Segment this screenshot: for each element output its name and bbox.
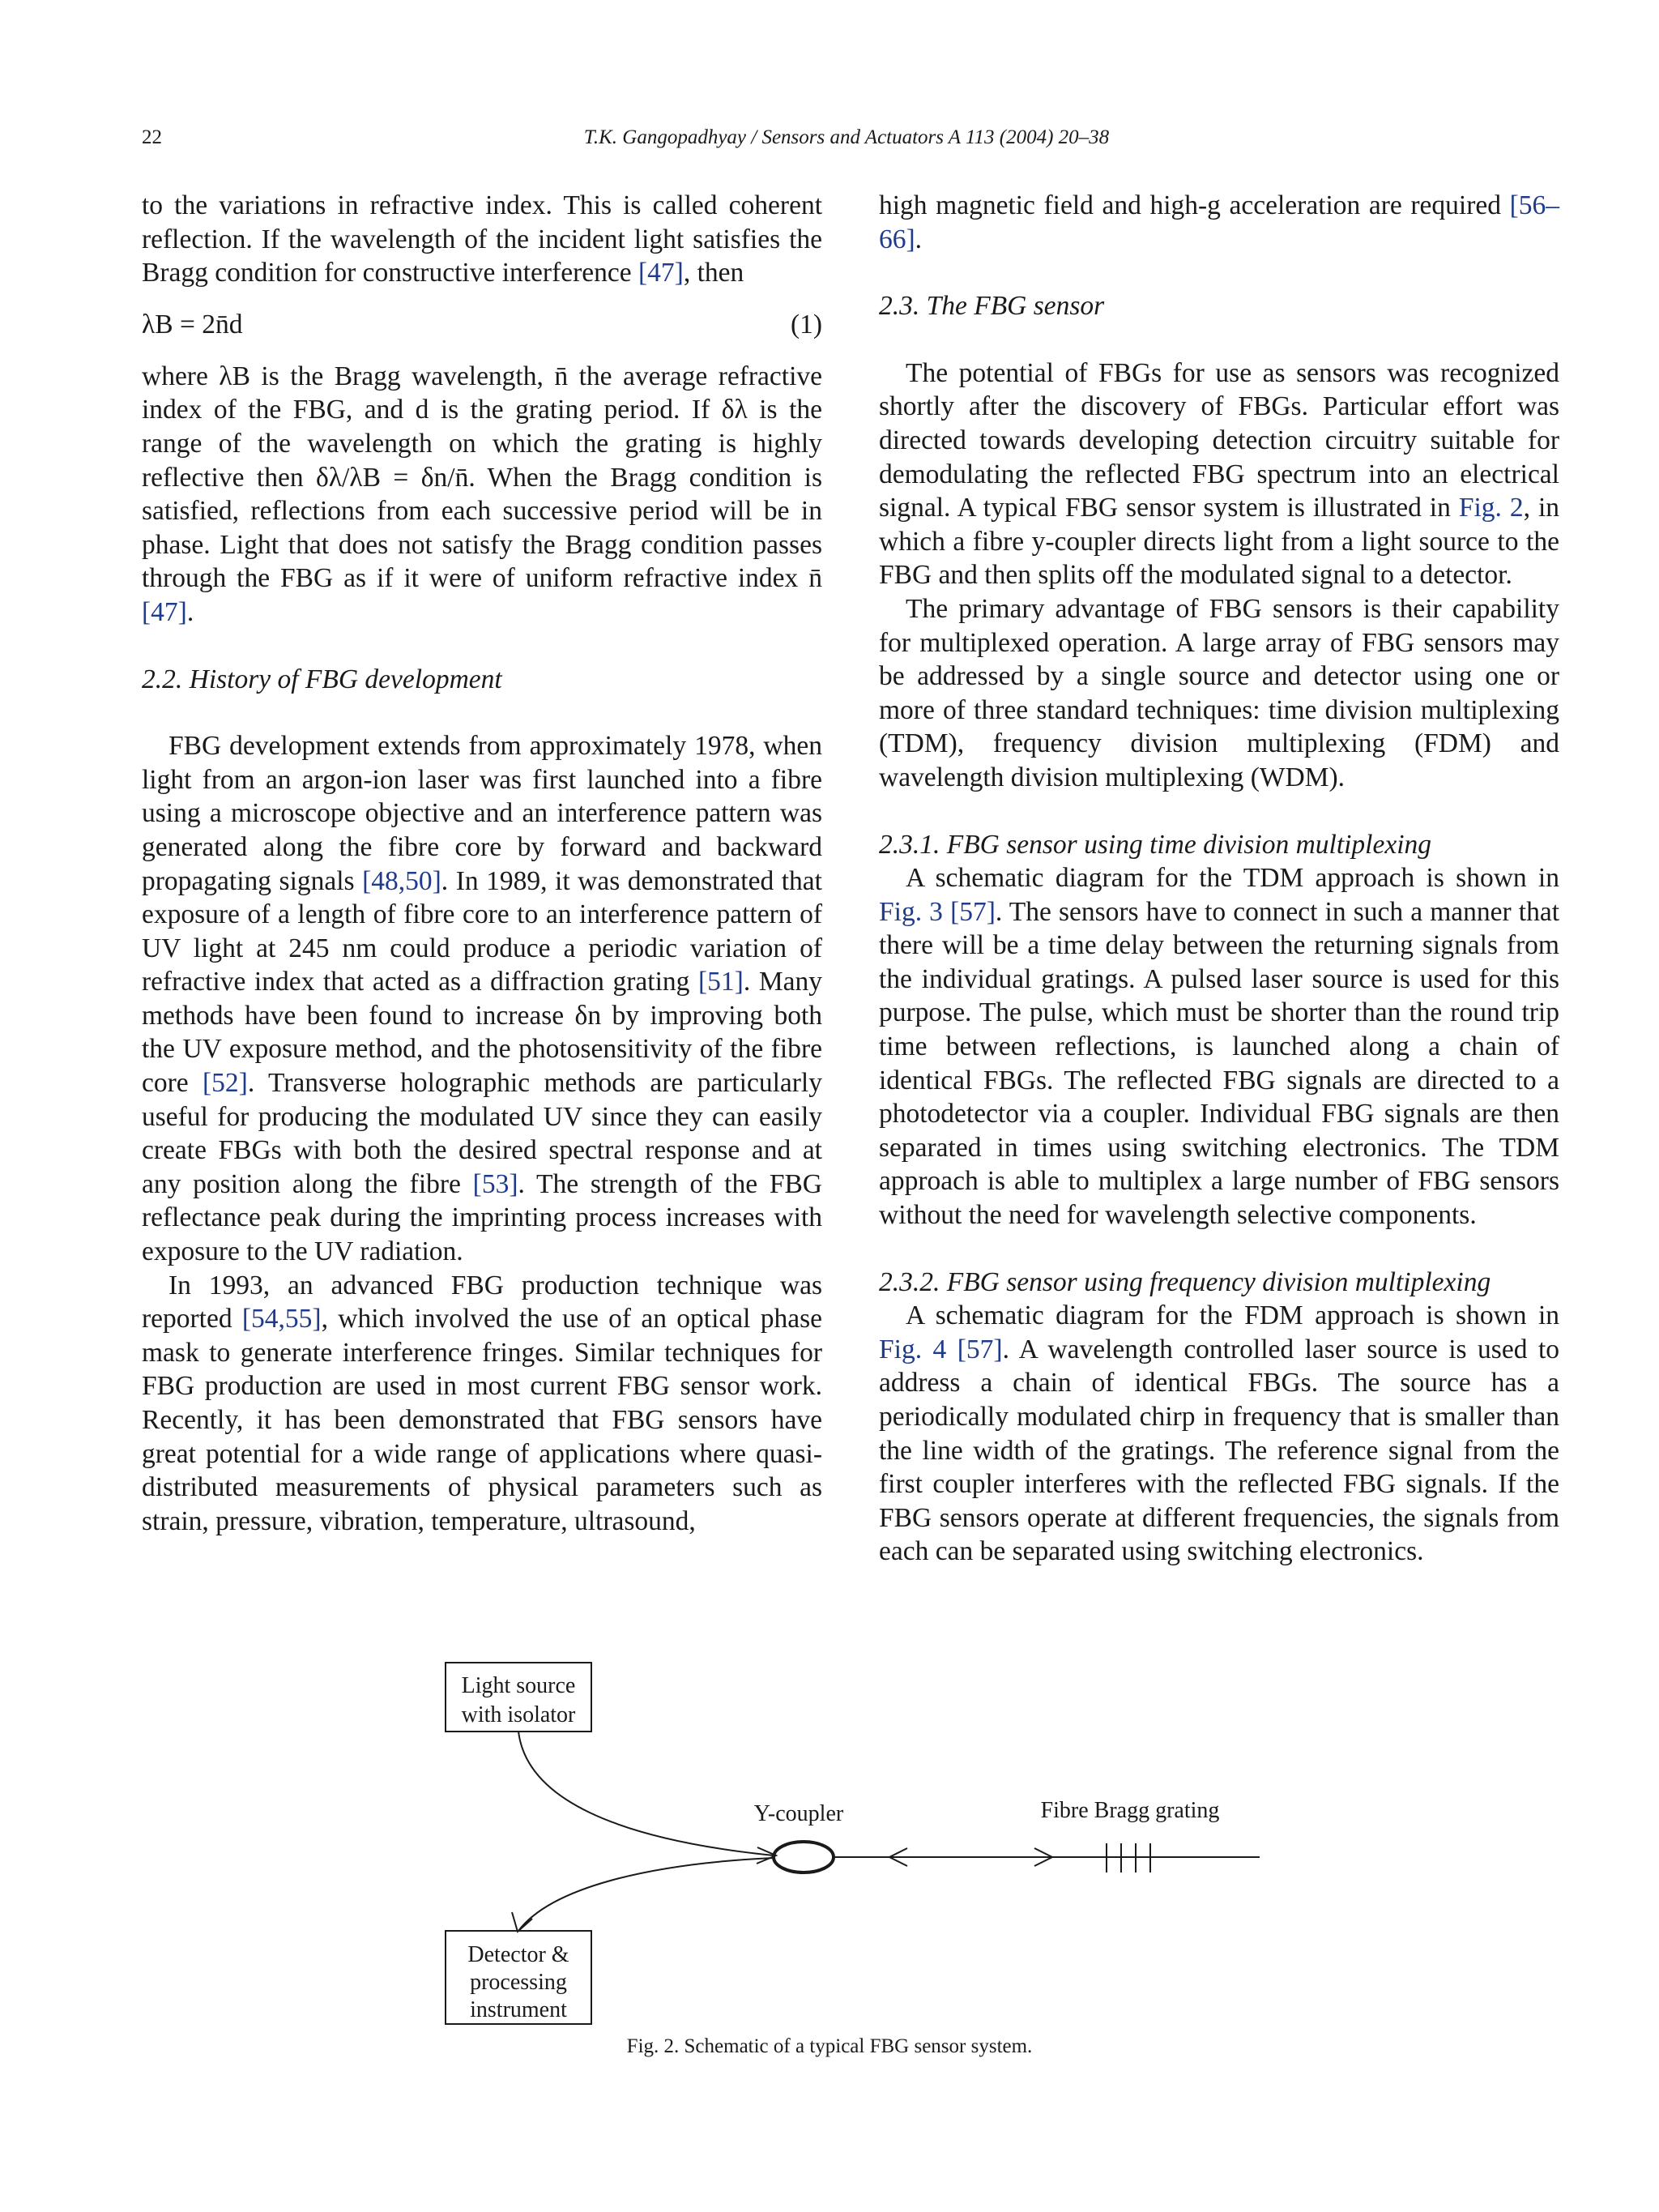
detector-fibre [518,1858,774,1931]
citation-link[interactable]: [53] [472,1168,518,1199]
paragraph: high magnetic field and high-g acceleration are required [56–66]. [879,190,1559,254]
detector-label-line3: instrument [470,1997,567,2022]
equation-body: λB = 2n̄d [142,309,243,339]
running-title: T.K. Gangopadhyay / Sensors and Actuators A 113 (2004) 20–38 [583,126,1110,148]
citation-link[interactable]: [47] [142,596,187,627]
paragraph: A schematic diagram for the TDM approach is shown in Fig. 3 [57]. The sensors have to connect in such a manner that there will be a time delay between the returning signals from the individual gratings. A pulsed laser source is used for this purpose. The pulse, which must be shorter than the round trip time between reflections, is launched along a chain of identical FBGs. The reflected FBG signals are directed to a photodetector via a coupler. Individual FBG signals are then separated in times using switching electronics. The TDM approach is able to multiplex a large number of FBG sensors without the need for wavelength selective components. [879,863,1559,1231]
equation-number: (1) [790,309,822,339]
paragraph: where λB is the Bragg wavelength, n̄ the average refractive index of the FBG, and d is the grating period. If δλ is the range of the wavelength on which the grating is highly reflective then δλ/λB = δn/n̄. When the Bragg condition is satisfied, reflections from each successive period will be in phase. Light that does not satisfy the Bragg condition passes through the FBG as if it were of uniform refractive index n̄ [47]. [142,361,822,627]
equation-1 [142,308,822,342]
paragraph: The primary advantage of FBG sensors is their capability for multiplexed operation. A large array of FBG sensors may be addressed by a single source and detector using one or more of three standard techniques: time division multiplexing (TDM), frequency division multiplexing (FDM) and wavelength division multiplexing (WDM). [879,593,1559,792]
paragraph: FBG development extends from approximately 1978, when light from an argon-ion laser was first launched into a fibre using a microscope objective and an interference pattern was generated along the fibre core by forward and backward propagating signals [48,50]. In 1989, it was demonstrated that exposure of a length of fibre core to an interference pattern of UV light at 245 nm could produce a periodic variation of refractive index that acted as a diffraction grating [51]. Many methods have been found to increase δn by improving both the UV exposure method, and the photosensitivity of the fibre core [52]. Transverse holographic methods are particularly useful for producing the modulated UV since they can easily create FBGs with both the desired spectral response and at any position along the fibre [53]. The strength of the FBG reflectance peak during the imprinting process increases with exposure to the UV radiation. [142,731,823,1267]
paragraph: In 1993, an advanced FBG production technique was reported [54,55], which involved the use of an optical phase mask to generate interference fringes. Similar techniques for FBG production are used in most current FBG sensor work. Recently, it has been demonstrated that FBG sensors have great potential for a wide range of applications where quasi-distributed measurements of physical parameters such as strain, pressure, vibration, temperature, ultrasound, [142,1270,822,1536]
paragraph: A schematic diagram for the FDM approach is shown in Fig. 4 [57]. A wavelength controlled laser source is used to address a chain of identical FBGs. The source has a periodically modulated chirp in frequency that is smaller than the line width of the gratings. The reference signal from the first coupler interferes with the reflected FBG signals. If the FBG sensors operate at different frequencies, the signals from each can be separated using switching electronics. [879,1300,1559,1567]
light-source-label-line1: Light source [461,1673,576,1698]
arrowhead-to-detector [512,1912,532,1932]
figure-2 [0,1645,1659,2099]
running-header [142,126,1551,159]
page-number: 22 [142,126,162,148]
citation-link[interactable]: [57] [957,1334,1003,1364]
right-column [879,189,1559,1569]
subsection-heading: 2.3.2. FBG sensor using frequency division multiplexing [879,1266,1491,1297]
fbg-label: Fibre Bragg grating [1040,1798,1220,1823]
citation-link[interactable]: [51] [698,967,744,997]
section-heading: 2.2. History of FBG development [142,664,502,694]
paragraph: to the variations in refractive index. This is called coherent reflection. If the wavelength of the incident light satisfies the Bragg condition for constructive interference [47], then [142,190,822,288]
detector-label-line2: processing [470,1970,567,1995]
y-coupler-ellipse [774,1842,834,1873]
paragraph: The potential of FBGs for use as sensors was recognized shortly after the discovery of FBGs. Particular effort was directed towards developing detection circuitry suitable for demodulating the reflected FBG spectrum into an electrical signal. A typical FBG sensor system is illustrated in Fig. 2, in which a fibre y-coupler directs light from a light source to the FBG and then splits off the modulated signal to a detector. [879,357,1559,591]
fbg-system-diagram [0,1645,1659,2099]
citation-link[interactable]: [47] [638,258,684,288]
detector-label-line1: Detector & [467,1942,569,1967]
subsection-heading: 2.3.1. FBG sensor using time division multiplexing [879,829,1432,860]
citation-link[interactable]: [54,55] [241,1304,322,1334]
figure-link[interactable]: Fig. 2 [1458,493,1524,523]
y-coupler-label: Y-coupler [753,1801,844,1826]
citation-link[interactable]: [57] [950,896,996,927]
figure-link[interactable]: Fig. 4 [879,1334,947,1364]
left-column [142,189,822,1538]
source-fibre [518,1732,774,1855]
figure-link[interactable]: Fig. 3 [879,896,943,927]
citation-link[interactable]: [52] [203,1068,248,1099]
citation-link[interactable]: [48,50] [362,865,441,896]
light-source-label-line2: with isolator [461,1702,576,1727]
citation-link[interactable]: [56–66] [879,190,1559,254]
figure-caption: Fig. 2. Schematic of a typical FBG sensor system. [626,2035,1033,2057]
section-heading: 2.3. The FBG sensor [879,291,1105,322]
